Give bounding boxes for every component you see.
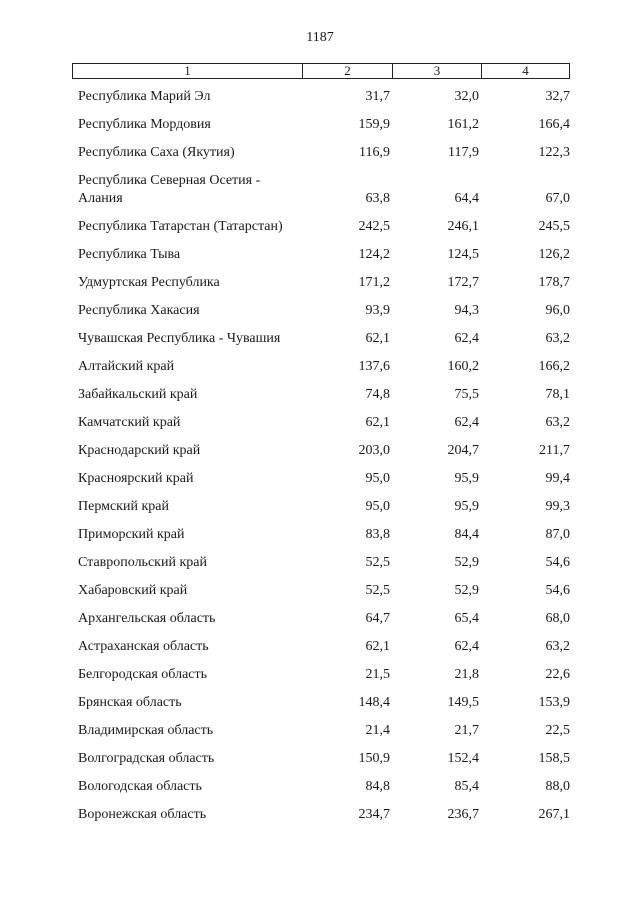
table-row (0, 324, 640, 352)
region-name (78, 274, 318, 292)
region-name-line: Забайкальский край (78, 387, 198, 402)
value-col-4: 54,6 (545, 555, 570, 570)
value-col-4: 166,2 (538, 359, 570, 374)
table-row (0, 268, 640, 296)
value-col-4: 122,3 (538, 145, 570, 160)
value-col-3: 95,9 (454, 471, 479, 486)
value-col-3: 65,4 (454, 611, 479, 626)
region-name (78, 722, 318, 740)
region-name-line: Владимирская область (78, 723, 214, 738)
value-col-3: 84,4 (454, 527, 479, 542)
value-col-2: 137,6 (358, 359, 390, 374)
value-col-4: 99,4 (545, 471, 570, 486)
region-name (78, 386, 318, 404)
region-name-line: Республика Тыва (78, 247, 181, 262)
value-col-3: 94,3 (454, 303, 479, 318)
table-row (0, 688, 640, 716)
region-name-line: Алтайский край (78, 359, 175, 374)
region-name (78, 172, 318, 208)
table-row (0, 772, 640, 800)
value-col-3: 62,4 (454, 415, 479, 430)
value-col-2: 21,5 (365, 667, 390, 682)
region-name-line: Республика Марий Эл (78, 89, 211, 104)
table-row (0, 492, 640, 520)
value-col-2: 62,1 (365, 331, 390, 346)
region-name (78, 358, 318, 376)
value-col-4: 126,2 (538, 247, 570, 262)
table-row (0, 380, 640, 408)
header-cell-2: 2 (303, 64, 393, 78)
value-col-4: 211,7 (539, 443, 570, 458)
value-col-3: 160,2 (447, 359, 479, 374)
value-col-3: 75,5 (454, 387, 479, 402)
value-col-4: 99,3 (545, 499, 570, 514)
region-name (78, 144, 318, 162)
table-header (72, 63, 570, 79)
value-col-3: 32,0 (454, 89, 479, 104)
value-col-3: 21,7 (454, 723, 479, 738)
table-row (0, 110, 640, 138)
table-row (0, 212, 640, 240)
region-name (78, 694, 318, 712)
value-col-2: 21,4 (365, 723, 390, 738)
value-col-2: 62,1 (365, 639, 390, 654)
value-col-4: 88,0 (545, 779, 570, 794)
value-col-3: 246,1 (447, 219, 479, 234)
value-col-3: 64,4 (454, 191, 479, 206)
header-cell-1: 1 (73, 64, 303, 78)
region-name-line: Хабаровский край (78, 583, 188, 598)
value-col-4: 96,0 (545, 303, 570, 318)
region-name (78, 554, 318, 572)
value-col-3: 62,4 (454, 639, 479, 654)
region-name (78, 414, 318, 432)
value-col-3: 117,9 (448, 145, 479, 160)
region-name-line: Республика Хакасия (78, 303, 200, 318)
region-name-line: Ставропольский край (78, 555, 207, 570)
value-col-2: 159,9 (358, 117, 390, 132)
region-name-line: Республика Татарстан (Татарстан) (78, 219, 283, 234)
value-col-4: 22,6 (545, 667, 570, 682)
region-name (78, 610, 318, 628)
table-row (0, 744, 640, 772)
region-name-line: Красноярский край (78, 471, 194, 486)
value-col-4: 87,0 (545, 527, 570, 542)
value-col-4: 67,0 (545, 191, 570, 206)
value-col-4: 178,7 (538, 275, 570, 290)
region-name-line: Приморский край (78, 527, 185, 542)
value-col-3: 172,7 (447, 275, 479, 290)
region-name-line: Краснодарский край (78, 443, 201, 458)
region-name (78, 246, 318, 264)
value-col-4: 158,5 (538, 751, 570, 766)
value-col-3: 52,9 (454, 583, 479, 598)
table-row (0, 464, 640, 492)
value-col-2: 31,7 (365, 89, 390, 104)
table-row (0, 800, 640, 828)
region-name-line: Чувашская Республика - Чувашия (78, 331, 281, 346)
value-col-2: 84,8 (365, 779, 390, 794)
region-name (78, 778, 318, 796)
value-col-3: 62,4 (454, 331, 479, 346)
region-name (78, 302, 318, 320)
region-name-line: Республика Северная Осетия - (78, 173, 261, 188)
value-col-2: 171,2 (358, 275, 390, 290)
value-col-3: 21,8 (454, 667, 479, 682)
value-col-3: 52,9 (454, 555, 479, 570)
region-name (78, 666, 318, 684)
value-col-2: 203,0 (358, 443, 390, 458)
region-name-line: Астраханская область (78, 639, 209, 654)
region-name (78, 218, 318, 236)
value-col-4: 153,9 (538, 695, 570, 710)
value-col-2: 62,1 (365, 415, 390, 430)
region-name (78, 470, 318, 488)
table-row (0, 82, 640, 110)
table-body (0, 82, 640, 828)
region-name-line: Воронежская область (78, 807, 207, 822)
page-number: 1187 (306, 30, 334, 45)
region-name-line: Пермский край (78, 499, 169, 514)
table-row (0, 604, 640, 632)
region-name (78, 498, 318, 516)
region-name-line: Республика Мордовия (78, 117, 211, 132)
value-col-2: 242,5 (358, 219, 390, 234)
value-col-2: 64,7 (365, 611, 390, 626)
value-col-2: 63,8 (365, 191, 390, 206)
table-row (0, 436, 640, 464)
region-name (78, 806, 318, 824)
value-col-4: 63,2 (545, 639, 570, 654)
value-col-2: 83,8 (365, 527, 390, 542)
value-col-4: 68,0 (545, 611, 570, 626)
region-name-line: Архангельская область (78, 611, 216, 626)
table-row (0, 352, 640, 380)
region-name (78, 330, 318, 348)
region-name (78, 638, 318, 656)
table-row (0, 166, 640, 212)
region-name (78, 750, 318, 768)
region-name-line: Республика Саха (Якутия) (78, 145, 235, 160)
region-name-line: Вологодская область (78, 779, 202, 794)
value-col-2: 95,0 (365, 471, 390, 486)
value-col-4: 63,2 (545, 415, 570, 430)
value-col-2: 148,4 (358, 695, 390, 710)
region-name (78, 582, 318, 600)
region-name (78, 88, 318, 106)
region-name (78, 116, 318, 134)
value-col-4: 22,5 (545, 723, 570, 738)
header-cell-3: 3 (393, 64, 482, 78)
value-col-3: 152,4 (447, 751, 479, 766)
table-row (0, 138, 640, 166)
table-row (0, 408, 640, 436)
table-row (0, 240, 640, 268)
value-col-2: 116,9 (359, 145, 390, 160)
value-col-3: 85,4 (454, 779, 479, 794)
value-col-2: 74,8 (365, 387, 390, 402)
table-row (0, 296, 640, 324)
value-col-4: 267,1 (538, 807, 570, 822)
region-name-line: Удмуртская Республика (78, 275, 220, 290)
value-col-4: 32,7 (545, 89, 570, 104)
value-col-4: 166,4 (538, 117, 570, 132)
value-col-2: 95,0 (365, 499, 390, 514)
region-name (78, 442, 318, 460)
value-col-3: 95,9 (454, 499, 479, 514)
value-col-2: 150,9 (358, 751, 390, 766)
value-col-4: 78,1 (545, 387, 570, 402)
value-col-2: 124,2 (358, 247, 390, 262)
region-name-line: Белгородская область (78, 667, 208, 682)
region-name-line: Волгоградская область (78, 751, 215, 766)
value-col-2: 234,7 (358, 807, 390, 822)
table-row (0, 716, 640, 744)
value-col-2: 93,9 (365, 303, 390, 318)
value-col-4: 63,2 (545, 331, 570, 346)
region-name-line: Брянская область (78, 695, 182, 710)
header-cell-4: 4 (522, 63, 529, 78)
value-col-2: 52,5 (365, 555, 390, 570)
value-col-3: 124,5 (447, 247, 479, 262)
table-row (0, 576, 640, 604)
value-col-2: 52,5 (365, 583, 390, 598)
table-row (0, 660, 640, 688)
value-col-3: 236,7 (447, 807, 479, 822)
value-col-3: 204,7 (447, 443, 479, 458)
value-col-3: 149,5 (447, 695, 479, 710)
region-name-line: Камчатский край (78, 415, 181, 430)
region-name (78, 526, 318, 544)
table-row (0, 548, 640, 576)
value-col-3: 161,2 (447, 117, 479, 132)
value-col-4: 245,5 (538, 219, 570, 234)
value-col-4: 54,6 (545, 583, 570, 598)
region-name-line: Алания (78, 191, 123, 206)
table-row (0, 520, 640, 548)
table-row (0, 632, 640, 660)
